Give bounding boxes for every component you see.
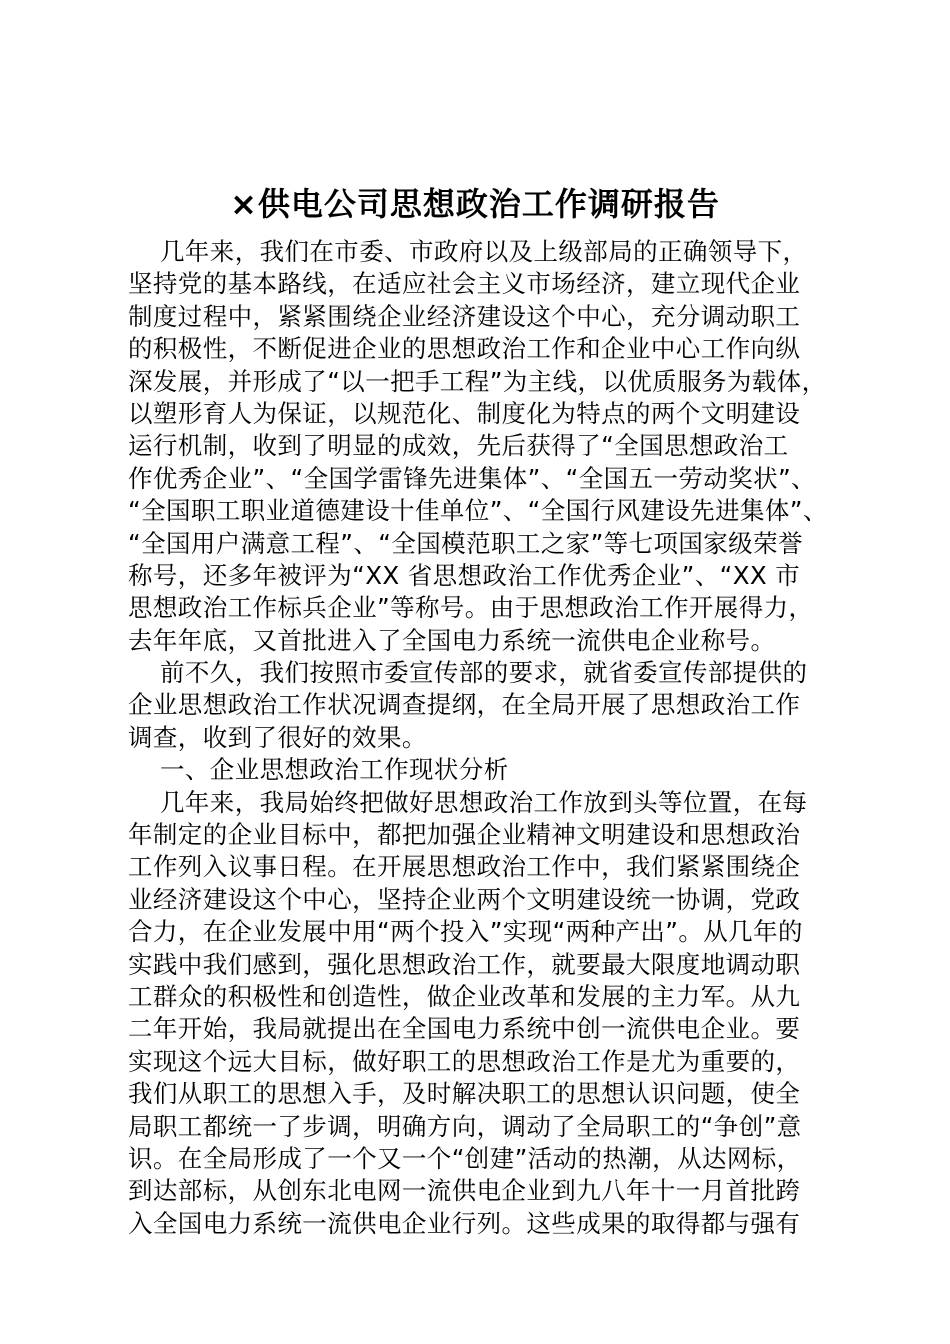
text-line: 二年开始，我局就提出在全国电力系统中创一流供电企业。要 bbox=[128, 1014, 801, 1044]
text-line: 调查，收到了很好的效果。 bbox=[128, 722, 427, 752]
text-line: 业经济建设这个中心，坚持企业两个文明建设统一协调，党政 bbox=[128, 884, 801, 914]
text-line: 的积极性，不断促进企业的思想政治工作和企业中心工作向纵 bbox=[128, 334, 801, 364]
document-title: ×供电公司思想政治工作调研报告 bbox=[230, 185, 720, 223]
text-line: 企业思想政治工作状况调查提纲，在全局开展了思想政治工作 bbox=[128, 690, 801, 720]
text-line: 工作列入议事日程。在开展思想政治工作中，我们紧紧围绕企 bbox=[128, 852, 801, 882]
text-line: 制度过程中，紧紧围绕企业经济建设这个中心，充分调动职工 bbox=[128, 301, 801, 331]
text-line: 作优秀企业”、“全国学雷锋先进集体”、“全国五一劳动奖状”、 bbox=[128, 463, 816, 493]
text-line: 深发展，并形成了“以一把手工程”为主线，以优质服务为载体， bbox=[128, 366, 827, 396]
text-line: 入全国电力系统一流供电企业行列。这些成果的取得都与强有 bbox=[128, 1208, 801, 1238]
document-body bbox=[128, 236, 840, 1240]
text-line: 几年来，我们在市委、市政府以及上级部局的正确领导下， bbox=[160, 237, 808, 266]
text-line: “全国职工职业道德建设十佳单位”、“全国行风建设先进集体”、 bbox=[128, 496, 828, 526]
text-line: 到达部标，从创东北电网一流供电企业到九八年十一月首批跨 bbox=[128, 1176, 801, 1206]
text-line: 以塑形育人为保证，以规范化、制度化为特点的两个文明建设 bbox=[128, 398, 801, 428]
text-line: 几年来，我局始终把做好思想政治工作放到头等位置，在每 bbox=[160, 787, 808, 817]
text-line: 我们从职工的思想入手，及时解决职工的思想认识问题，使全 bbox=[128, 1079, 801, 1109]
text-line: 实现这个远大目标，做好职工的思想政治工作是尤为重要的， bbox=[128, 1046, 801, 1076]
text-line: 年制定的企业目标中，都把加强企业精神文明建设和思想政治 bbox=[128, 820, 801, 850]
text-line: 工群众的积极性和创造性，做企业改革和发展的主力军。从九 bbox=[128, 981, 801, 1011]
text-line: 合力，在企业发展中用“两个投入”实现“两种产出”。从几年的 bbox=[128, 917, 803, 947]
text-line: 去年年底，又首批进入了全国电力系统一流供电企业称号。 bbox=[128, 625, 776, 655]
text-line: 运行机制，收到了明显的成效，先后获得了“全国思想政治工 bbox=[128, 431, 789, 461]
text-line: 前不久，我们按照市委宣传部的要求，就省委宣传部提供的 bbox=[160, 658, 808, 688]
text-line: 局职工都统一了步调，明确方向，调动了全局职工的“争创”意 bbox=[128, 1111, 802, 1141]
text-line: 称号，还多年被评为“XX 省思想政治工作优秀企业”、“XX 市 bbox=[128, 560, 801, 590]
text-line: “全国用户满意工程”、“全国模范职工之家”等七项国家级荣誉 bbox=[128, 528, 803, 558]
text-line: 识。在全局形成了一个又一个“创建”活动的热潮，从达网标， bbox=[128, 1143, 802, 1173]
text-line: 实践中我们感到，强化思想政治工作，就要最大限度地调动职 bbox=[128, 949, 801, 979]
text-line: 思想政治工作标兵企业”等称号。由于思想政治工作开展得力， bbox=[128, 593, 814, 623]
text-line: 坚持党的基本路线，在适应社会主义市场经济，建立现代企业 bbox=[128, 269, 801, 299]
text-line: 一、企业思想政治工作现状分析 bbox=[160, 755, 509, 785]
